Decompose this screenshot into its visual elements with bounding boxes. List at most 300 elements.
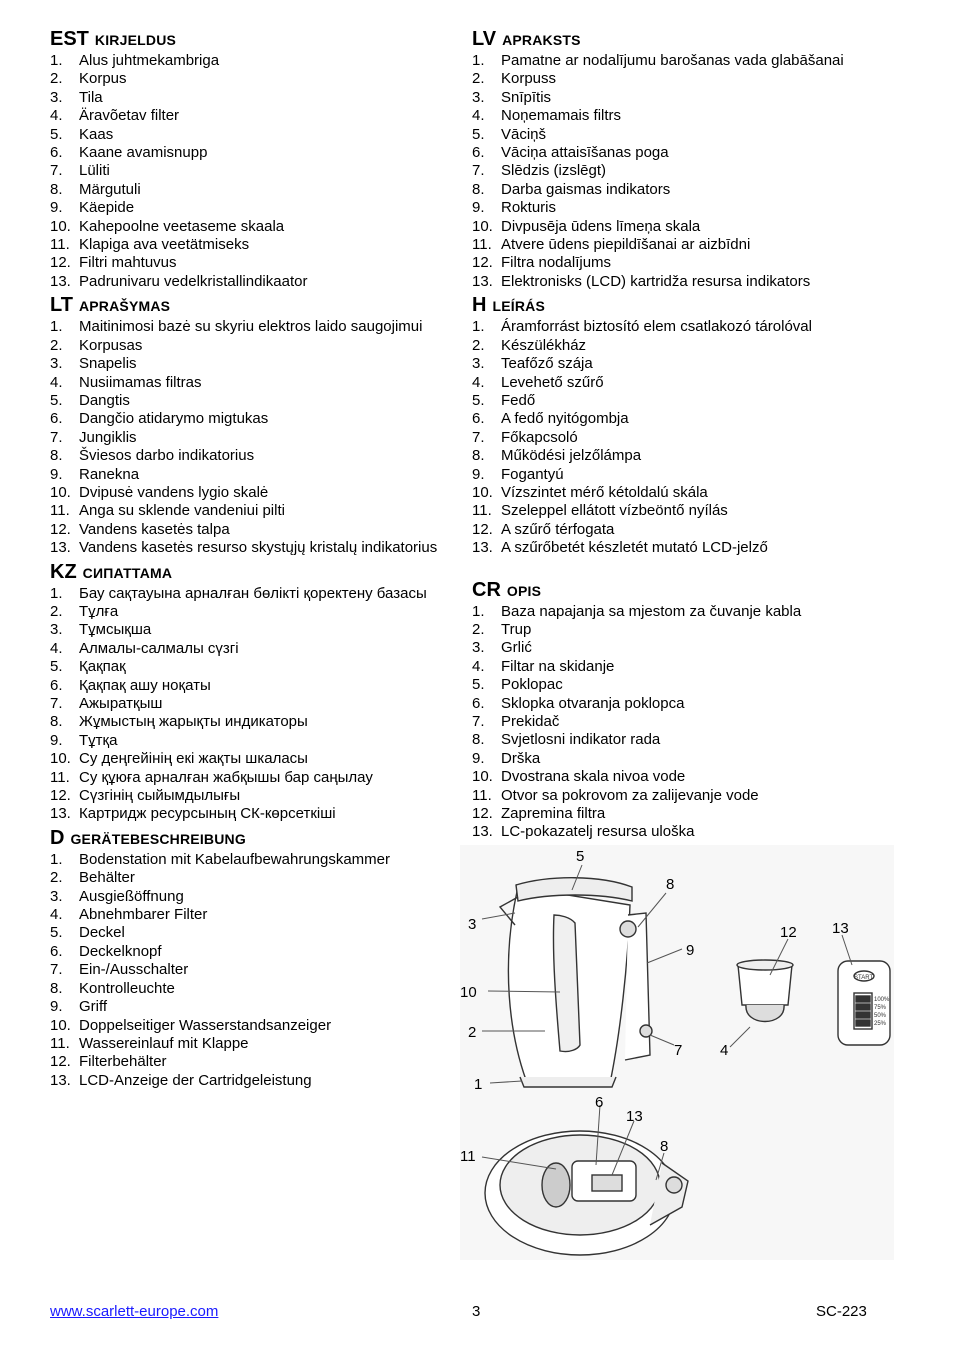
item-number: 6. xyxy=(472,144,485,162)
item-text: Behälter xyxy=(79,869,135,887)
item-number: 6. xyxy=(472,694,485,712)
item-text: Алмалы-салмалы сүзгі xyxy=(79,639,239,657)
list-item xyxy=(50,658,460,676)
item-number: 7. xyxy=(50,695,63,712)
list-item xyxy=(50,273,460,291)
item-text: Сүзгінің сыйымдылығы xyxy=(79,787,241,805)
list-item xyxy=(50,337,460,355)
item-number: 3. xyxy=(472,355,485,373)
item-text: Kaane avamisnupp xyxy=(79,144,208,162)
item-text: Тұлға xyxy=(79,602,119,620)
list-item xyxy=(472,502,912,520)
item-number: 4. xyxy=(50,906,63,924)
right-column xyxy=(472,28,912,842)
item-text: Vandens kasetės talpa xyxy=(79,520,230,538)
item-text: Griff xyxy=(79,998,108,1016)
item-number: 2. xyxy=(50,869,63,887)
item-number: 7. xyxy=(50,162,63,180)
list-item xyxy=(50,1017,460,1035)
list-item xyxy=(472,466,912,484)
item-number: 7. xyxy=(472,428,485,446)
list-item xyxy=(50,713,460,731)
list-item xyxy=(472,621,912,639)
section-h xyxy=(472,294,912,557)
item-text: Dvipusė vandens lygio skalė xyxy=(79,483,269,501)
item-number: 3. xyxy=(472,88,485,106)
list-item xyxy=(50,603,460,621)
list-item xyxy=(472,447,912,465)
item-text: Korpuss xyxy=(501,70,557,88)
item-number: 13. xyxy=(472,272,493,290)
item-text: Су деңгейінің екі жақты шкаласы xyxy=(79,750,308,768)
parts-list xyxy=(472,52,912,291)
section-lv xyxy=(472,28,912,291)
list-item xyxy=(472,392,912,410)
list-item xyxy=(50,70,460,88)
lcd-level-label: 50% xyxy=(874,1013,887,1019)
item-text: LCD-Anzeige der Cartridgeleistung xyxy=(79,1071,312,1089)
callout-label: 8 xyxy=(666,876,675,893)
item-text: Märgutuli xyxy=(79,180,141,198)
item-number: 6. xyxy=(472,410,485,428)
section-heading xyxy=(50,294,460,318)
item-number: 11. xyxy=(50,236,70,254)
item-number: 4. xyxy=(472,657,485,675)
item-text: Anga su sklende vandeniui pilti xyxy=(79,502,285,520)
item-text: A szűrő térfogata xyxy=(501,520,615,538)
item-text: Főkapcsoló xyxy=(501,428,578,446)
callout-label: 13 xyxy=(832,920,849,937)
item-text: Filtar na skidanje xyxy=(501,657,615,675)
item-number: 10. xyxy=(472,217,493,235)
item-number: 8. xyxy=(50,713,63,731)
item-number: 2. xyxy=(50,602,63,620)
list-item xyxy=(50,888,460,906)
list-item xyxy=(50,869,460,887)
callout-label: 9 xyxy=(686,942,695,959)
kettle-diagram xyxy=(460,845,894,1260)
callout-label: 1 xyxy=(474,1076,483,1093)
item-number: 4. xyxy=(50,639,63,657)
item-number: 12. xyxy=(472,520,493,538)
item-text: Kontrolleuchte xyxy=(79,979,175,997)
item-number: 12. xyxy=(472,805,493,823)
item-number: 4. xyxy=(472,373,485,391)
list-item xyxy=(50,429,460,447)
item-number: 3. xyxy=(50,887,63,905)
list-item xyxy=(472,254,912,272)
lang-code: LV xyxy=(472,28,497,50)
lang-code: H xyxy=(472,294,487,317)
list-item xyxy=(50,466,460,484)
list-item xyxy=(50,52,460,70)
item-text: Nusiimamas filtras xyxy=(79,373,202,391)
callout-label: 8 xyxy=(660,1138,669,1155)
list-item xyxy=(472,429,912,447)
left-column xyxy=(50,28,460,1090)
item-number: 13. xyxy=(472,539,493,557)
item-text: Zapremina filtra xyxy=(501,805,606,823)
item-text: Ажыратқыш xyxy=(79,695,163,712)
list-item xyxy=(472,107,912,125)
list-item xyxy=(50,1072,460,1090)
item-text: Otvor sa pokrovom za zalijevanje vode xyxy=(501,786,759,804)
list-item xyxy=(50,805,460,823)
item-number: 13. xyxy=(50,539,71,557)
section-title: APRAŠYMAS xyxy=(78,298,171,315)
callout-label: 7 xyxy=(674,1042,683,1059)
item-number: 11. xyxy=(50,1034,70,1052)
item-number: 8. xyxy=(472,180,485,198)
item-text: Картридж ресурсының СК-көрсеткіші xyxy=(79,805,336,823)
item-text: Filtri mahtuvus xyxy=(79,254,177,272)
lcd-start-label: START xyxy=(854,975,874,981)
callout-label: 4 xyxy=(720,1042,729,1059)
item-number: 13. xyxy=(50,805,71,823)
item-text: Filterbehälter xyxy=(79,1053,167,1071)
list-item xyxy=(472,374,912,392)
callout-label: 12 xyxy=(780,924,797,941)
lcd-level-label: 25% xyxy=(874,1021,887,1027)
parts-list xyxy=(50,52,460,291)
item-text: Klapiga ava veetätmiseks xyxy=(79,236,250,254)
list-item xyxy=(472,181,912,199)
item-number: 7. xyxy=(472,162,485,180)
item-number: 5. xyxy=(472,391,485,409)
item-text: Rokturis xyxy=(501,199,557,217)
item-number: 1. xyxy=(50,850,63,868)
list-item xyxy=(50,924,460,942)
item-text: Pamatne ar nodalījumu barošanas vada glabāšanai xyxy=(501,52,844,69)
item-text: Жұмыстың жарықты индикаторы xyxy=(79,713,308,731)
item-text: A fedő nyitógombja xyxy=(501,410,629,428)
parts-list xyxy=(472,318,912,557)
list-item xyxy=(50,181,460,199)
item-text: Trup xyxy=(501,620,532,638)
item-number: 9. xyxy=(50,199,63,217)
list-item xyxy=(50,392,460,410)
lang-code: D xyxy=(50,826,65,849)
list-item xyxy=(50,484,460,502)
item-text: Drška xyxy=(501,749,541,767)
item-number: 9. xyxy=(50,731,63,749)
list-item xyxy=(50,539,460,557)
callout-label: 6 xyxy=(595,1094,604,1111)
callout-label: 13 xyxy=(626,1108,643,1125)
list-item xyxy=(50,374,460,392)
section-title: LEÍRÁS xyxy=(492,298,545,315)
list-item xyxy=(472,70,912,88)
list-item xyxy=(50,906,460,924)
item-text: Bodenstation mit Kabelaufbewahrungskammer xyxy=(79,850,391,868)
item-number: 1. xyxy=(50,318,63,336)
item-number: 7. xyxy=(50,961,63,979)
item-number: 8. xyxy=(472,447,485,465)
item-number: 1. xyxy=(472,52,485,69)
item-text: Deckelknopf xyxy=(79,942,162,960)
item-text: LC-pokazatelj resursa uloška xyxy=(501,823,695,841)
item-text: Tila xyxy=(79,88,103,106)
item-text: Ausgießöffnung xyxy=(79,887,184,905)
list-item xyxy=(50,218,460,236)
section-kz xyxy=(50,561,460,824)
item-text: Svjetlosni indikator rada xyxy=(501,731,661,749)
item-number: 6. xyxy=(50,410,63,428)
list-item xyxy=(472,695,912,713)
item-number: 2. xyxy=(472,336,485,354)
kettle-illustration xyxy=(460,845,894,1260)
item-text: Alus juhtmekambriga xyxy=(79,52,220,69)
item-number: 12. xyxy=(50,1053,71,1071)
section-cr xyxy=(472,579,912,842)
parts-list xyxy=(472,603,912,842)
list-item xyxy=(50,677,460,695)
item-number: 10. xyxy=(472,483,493,501)
list-item xyxy=(50,980,460,998)
item-text: Levehető szűrő xyxy=(501,373,604,391)
section-heading xyxy=(50,28,460,52)
item-text: Lüliti xyxy=(79,162,110,180)
item-text: Működési jelzőlámpa xyxy=(501,447,642,465)
section-title: GERÄTEBESCHREIBUNG xyxy=(70,830,246,847)
list-item xyxy=(50,769,460,787)
item-text: Šviesos darbo indikatorius xyxy=(79,447,255,465)
item-text: Kaas xyxy=(79,125,114,143)
item-text: Doppelseitiger Wasserstandsanzeiger xyxy=(79,1016,332,1034)
item-text: Baza napajanja sa mjestom za čuvanje kabla xyxy=(501,602,802,620)
list-item xyxy=(50,521,460,539)
list-item xyxy=(472,768,912,786)
item-number: 5. xyxy=(472,676,485,694)
list-item xyxy=(472,603,912,621)
item-number: 8. xyxy=(50,180,63,198)
item-text: Snapelis xyxy=(79,355,137,373)
item-number: 1. xyxy=(472,602,485,620)
list-item xyxy=(50,851,460,869)
list-item xyxy=(472,355,912,373)
item-number: 4. xyxy=(472,107,485,125)
footer-website xyxy=(50,1303,218,1320)
item-text: Atvere ūdens piepildīšanai ar aizbīdni xyxy=(501,236,751,254)
item-text: Бау сақтауына арналған бөлікті қоректену базасы xyxy=(79,584,427,602)
list-item xyxy=(472,521,912,539)
parts-list xyxy=(50,585,460,824)
list-item xyxy=(50,750,460,768)
list-item xyxy=(472,218,912,236)
parts-list xyxy=(50,318,460,557)
section-heading xyxy=(472,28,912,52)
list-item xyxy=(472,410,912,428)
item-number: 9. xyxy=(472,749,485,767)
item-text: Elektronisks (LCD) kartridža resursa indikators xyxy=(501,272,811,290)
item-number: 11. xyxy=(50,502,70,520)
item-text: Slēdzis (izslēgt) xyxy=(501,162,607,180)
list-item xyxy=(50,144,460,162)
item-number: 4. xyxy=(50,107,63,125)
item-number: 3. xyxy=(50,88,63,106)
list-item xyxy=(472,89,912,107)
item-text: Fogantyú xyxy=(501,465,564,483)
model-number: SC-223 xyxy=(816,1303,867,1320)
item-text: Käepide xyxy=(79,199,135,217)
item-text: Су құюға арналған жабқышы бар саңылау xyxy=(79,768,373,786)
list-item xyxy=(472,713,912,731)
item-number: 10. xyxy=(50,217,71,235)
item-text: Äravõetav filter xyxy=(79,107,180,125)
section-title: OPIS xyxy=(506,582,542,599)
item-number: 11. xyxy=(472,236,492,254)
item-text: Sklopka otvaranja poklopca xyxy=(501,694,685,712)
item-number: 5. xyxy=(50,658,63,676)
list-item xyxy=(50,787,460,805)
lang-code: EST xyxy=(50,28,89,50)
lang-code: LT xyxy=(50,294,73,317)
item-text: Vāciņa attaisīšanas poga xyxy=(501,144,669,162)
page-number: 3 xyxy=(472,1303,481,1320)
item-number: 11. xyxy=(50,768,70,786)
list-item xyxy=(472,52,912,70)
item-number: 3. xyxy=(472,639,485,657)
item-text: Тұтқа xyxy=(79,731,118,749)
item-number: 13. xyxy=(50,272,71,290)
item-text: Grlić xyxy=(501,639,532,657)
item-number: 2. xyxy=(50,70,63,88)
item-number: 1. xyxy=(50,52,63,69)
list-item xyxy=(50,961,460,979)
list-item xyxy=(472,273,912,291)
item-number: 8. xyxy=(472,731,485,749)
item-text: Vízszintet mérő kétoldalú skála xyxy=(501,483,708,501)
website-link[interactable]: www.scarlett-europe.com xyxy=(50,1303,219,1320)
section-heading xyxy=(472,294,912,318)
list-item xyxy=(50,447,460,465)
list-item xyxy=(472,658,912,676)
item-text: Kahepoolne veetaseme skaala xyxy=(79,217,285,235)
item-number: 10. xyxy=(50,750,71,768)
kettle-base xyxy=(520,1077,616,1087)
list-item xyxy=(50,502,460,520)
item-text: Dangčio atidarymo migtukas xyxy=(79,410,269,428)
section-lt xyxy=(50,294,460,557)
callout-label: 10 xyxy=(460,984,477,1001)
list-item xyxy=(50,621,460,639)
item-number: 5. xyxy=(50,391,63,409)
item-text: Készülékház xyxy=(501,336,587,354)
section-heading xyxy=(50,827,460,851)
list-item xyxy=(50,640,460,658)
list-item xyxy=(50,318,460,336)
lcd-level-label: 100% xyxy=(874,997,890,1003)
item-number: 7. xyxy=(472,713,485,730)
callout-label: 3 xyxy=(468,916,477,933)
item-number: 6. xyxy=(50,942,63,960)
list-item xyxy=(472,639,912,657)
item-text: Prekidač xyxy=(501,713,560,730)
list-item xyxy=(472,805,912,823)
item-text: Ein-/Ausschalter xyxy=(79,961,189,979)
lcd-level-label: 75% xyxy=(874,1005,887,1011)
list-item xyxy=(472,337,912,355)
list-item xyxy=(50,585,460,603)
item-number: 2. xyxy=(472,70,485,88)
item-number: 12. xyxy=(50,254,71,272)
item-number: 12. xyxy=(472,254,493,272)
section-title: СИПАТТАМА xyxy=(82,564,173,581)
item-text: Maitinimosi bazė su skyriu elektros laido saugojimui xyxy=(79,318,423,336)
item-number: 11. xyxy=(472,786,492,804)
item-text: Divpusēja ūdens līmeņa skala xyxy=(501,217,701,235)
item-number: 1. xyxy=(472,318,485,336)
list-item xyxy=(472,731,912,749)
list-item xyxy=(50,89,460,107)
list-item xyxy=(50,162,460,180)
item-text: Jungiklis xyxy=(79,428,137,446)
item-number: 9. xyxy=(472,465,485,483)
list-item xyxy=(50,126,460,144)
item-number: 6. xyxy=(50,676,63,694)
list-item xyxy=(50,695,460,713)
section-title: APRAKSTS xyxy=(502,32,581,48)
list-item xyxy=(50,254,460,272)
list-item xyxy=(472,750,912,768)
item-text: Vandens kasetės resurso skystųjų kristalų indikatorius xyxy=(79,539,438,557)
item-number: 5. xyxy=(472,125,485,143)
section-heading xyxy=(50,561,460,585)
section-est xyxy=(50,28,460,291)
item-number: 10. xyxy=(472,768,493,786)
list-item xyxy=(472,144,912,162)
item-text: Wassereinlauf mit Klappe xyxy=(79,1034,249,1052)
item-text: Korpus xyxy=(79,70,127,88)
callout-label: 2 xyxy=(468,1024,477,1041)
item-text: Abnehmbarer Filter xyxy=(79,906,208,924)
item-text: A szűrőbetét készletét mutató LCD-jelző xyxy=(501,539,768,557)
section-d xyxy=(50,827,460,1090)
item-number: 5. xyxy=(50,125,63,143)
item-text: Padrunivaru vedelkristallindikaator xyxy=(79,272,308,290)
list-item xyxy=(472,484,912,502)
list-item xyxy=(50,732,460,750)
item-text: Áramforrást biztosító elem csatlakozó tárolóval xyxy=(501,318,812,336)
item-number: 1. xyxy=(50,584,63,602)
item-text: Vāciņš xyxy=(501,125,547,143)
list-item xyxy=(472,236,912,254)
list-item xyxy=(50,1053,460,1071)
list-item xyxy=(472,823,912,841)
item-text: Fedő xyxy=(501,391,536,409)
item-number: 2. xyxy=(50,336,63,354)
item-text: Noņemamais filtrs xyxy=(501,107,622,125)
item-text: Teafőző szája xyxy=(501,355,593,373)
parts-list xyxy=(50,851,460,1090)
list-item xyxy=(50,107,460,125)
list-item xyxy=(50,355,460,373)
item-number: 4. xyxy=(50,373,63,391)
item-number: 5. xyxy=(50,924,63,942)
item-number: 10. xyxy=(50,1016,71,1034)
lang-code: KZ xyxy=(50,560,77,583)
item-number: 9. xyxy=(472,199,485,217)
item-number: 12. xyxy=(50,520,71,538)
list-item xyxy=(50,1035,460,1053)
item-number: 13. xyxy=(50,1071,71,1089)
filter-cup xyxy=(738,965,792,1005)
item-text: Korpusas xyxy=(79,336,143,354)
item-number: 3. xyxy=(50,621,63,639)
list-item xyxy=(472,199,912,217)
item-text: Ranekna xyxy=(79,465,140,483)
list-item xyxy=(472,539,912,557)
